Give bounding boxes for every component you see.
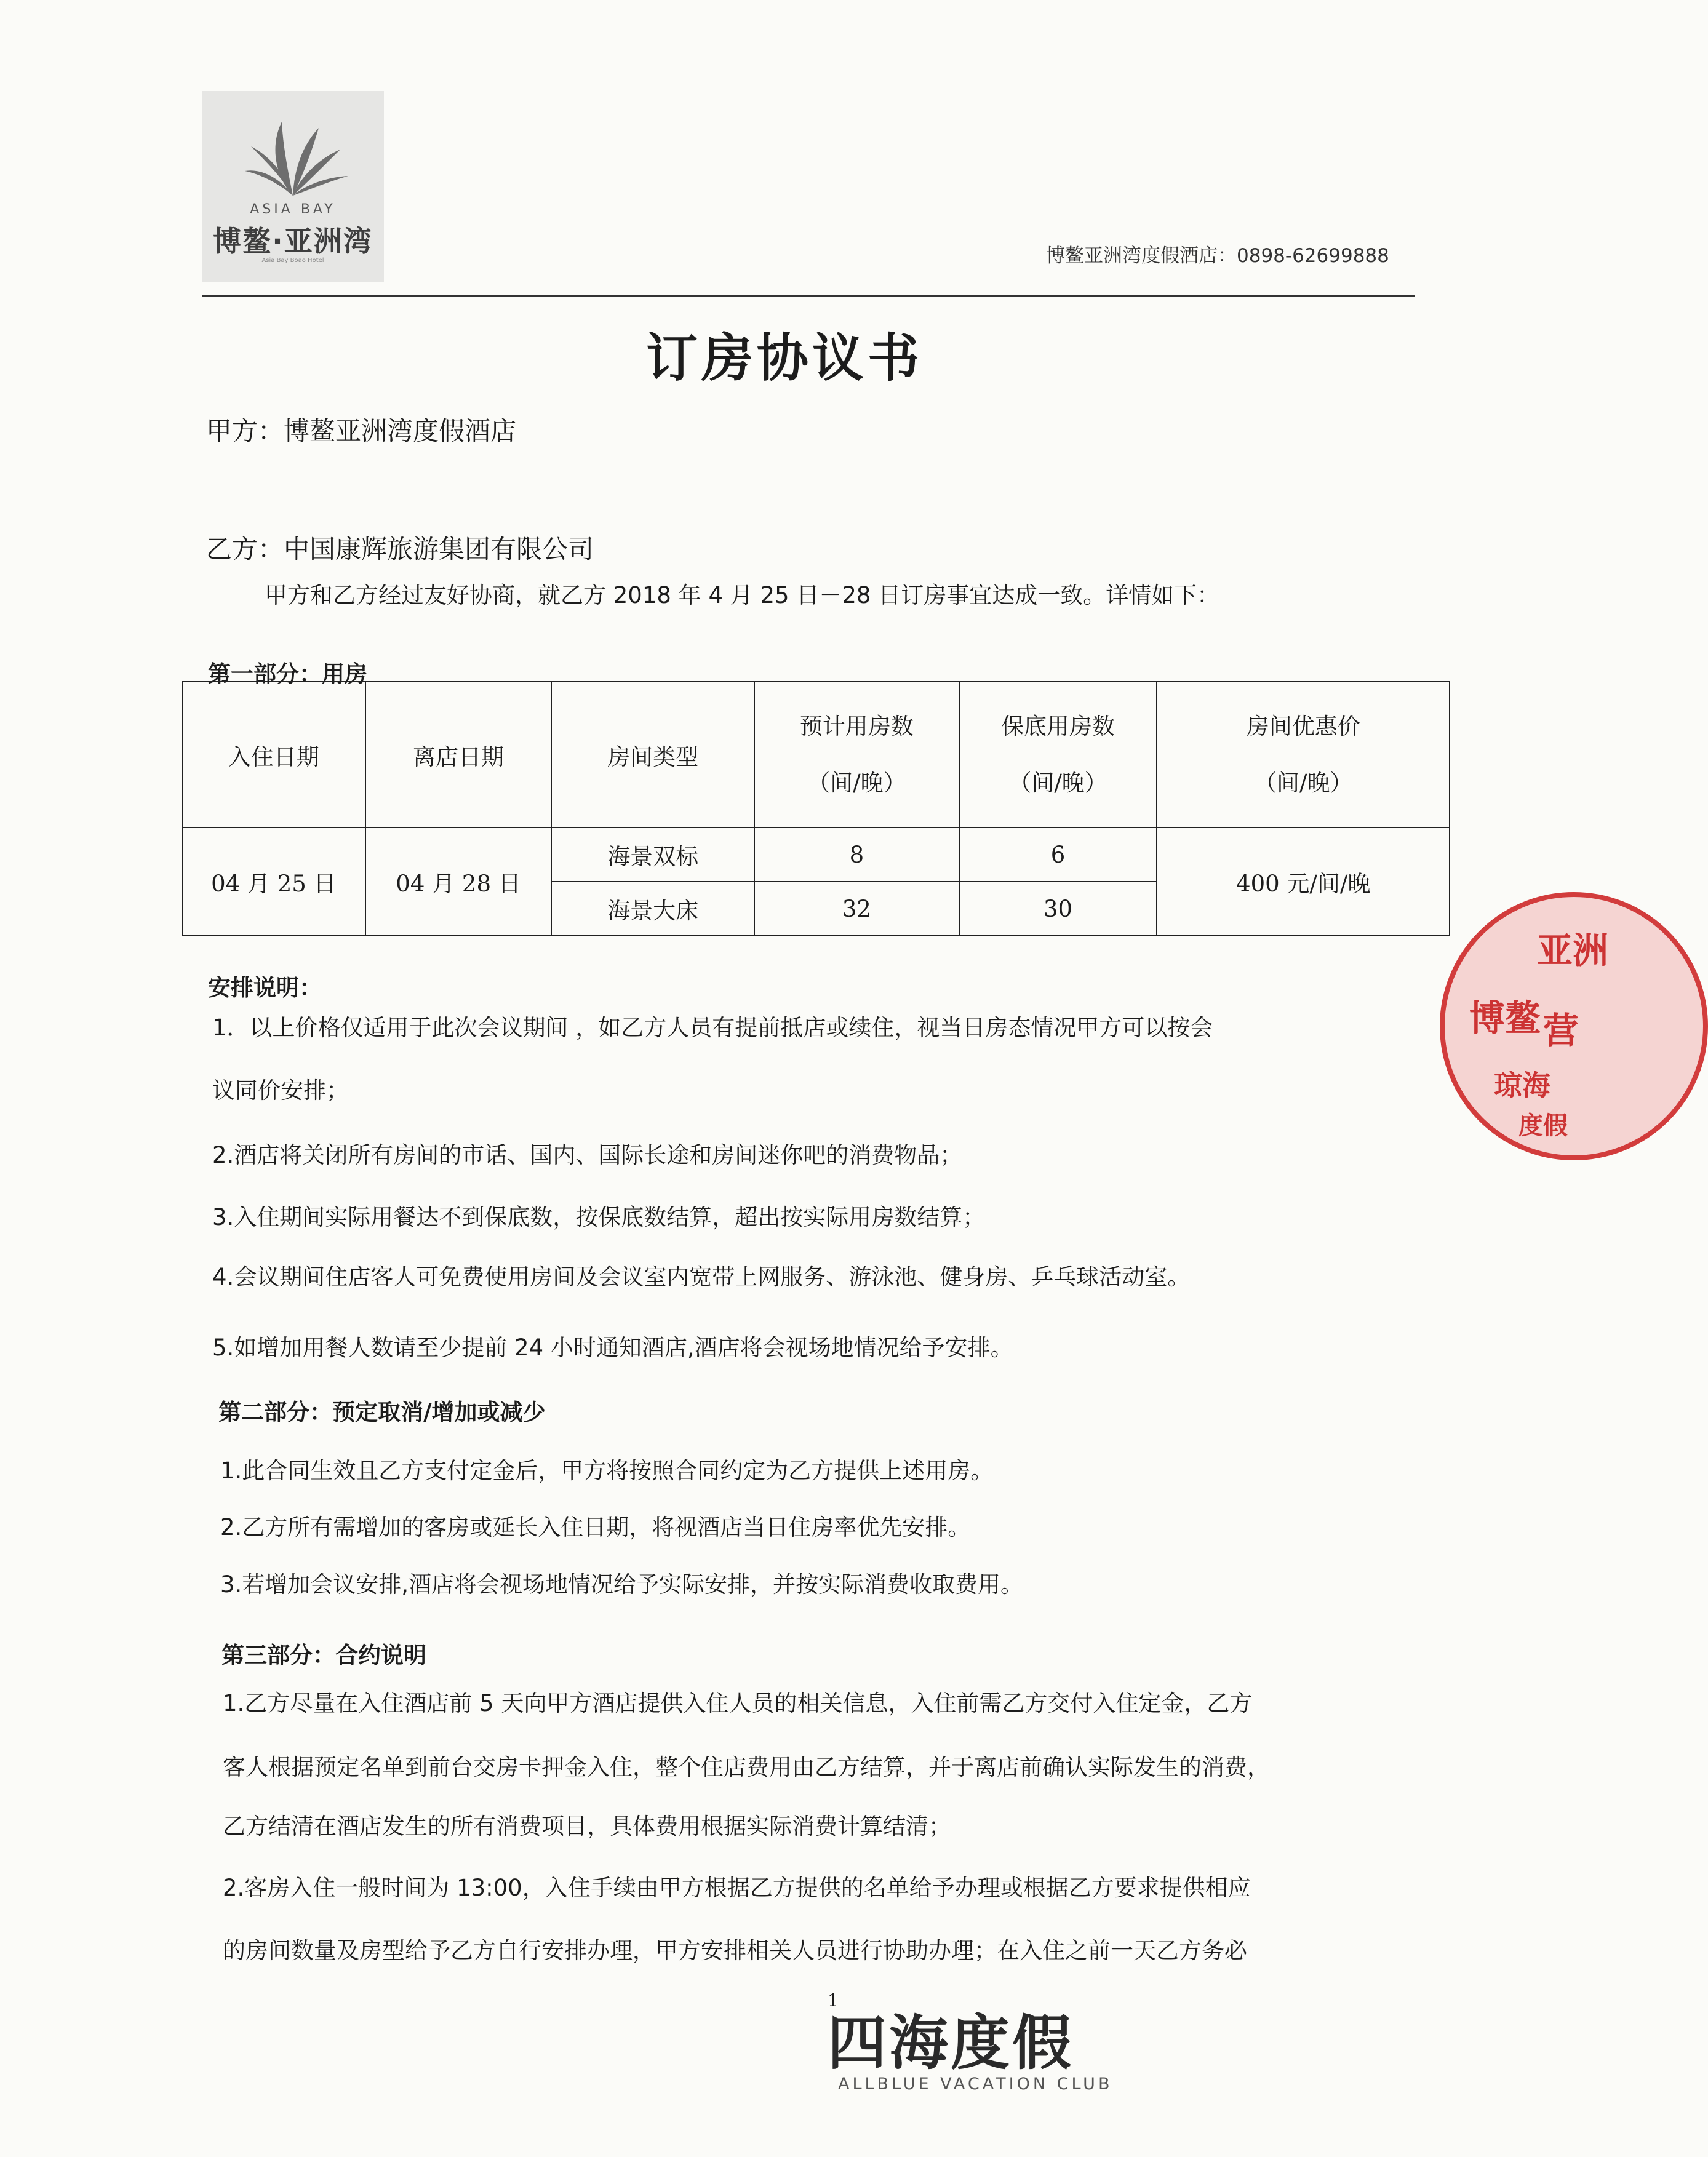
cell-guaranteed: 6 [959,827,1157,882]
part3-item: 的房间数量及房型给予乙方自行安排办理，甲方安排相关人员进行协助办理；在入住之前一天乙方务必 [223,1937,1247,1964]
cell-guaranteed: 30 [959,882,1157,936]
party-b: 乙方：中国康辉旅游集团有限公司 [206,534,594,564]
table-header-row [182,682,1450,827]
red-seal-stamp [1440,892,1708,1160]
part2-item: 1.此合同生效且乙方支付定金后，甲方将按照合同约定为乙方提供上述用房。 [220,1457,994,1484]
stamp-text: 度假 [1518,1112,1568,1140]
part3-item: 2.客房入住一般时间为 13:00，入住手续由甲方根据乙方提供的名单给予办理或根据乙方要求提供相应 [223,1875,1251,1901]
header-divider [202,295,1415,297]
hotel-logo [202,91,384,282]
header-expected-label: 预计用房数 [799,712,914,740]
header-price [1157,682,1450,827]
header-guaranteed-label: 保底用房数 [1001,712,1115,740]
header-price-label: 房间优惠价 [1246,712,1360,740]
party-a: 甲方：博鳌亚洲湾度假酒店 [206,416,517,446]
cell-checkout: 04 月 28 日 [365,827,552,936]
stamp-text: 亚洲 [1537,930,1609,971]
stamp-text: 琼海 [1494,1069,1550,1102]
arrangement-item: 5.如增加用餐人数请至少提前 24 小时通知酒店,酒店将会视场地情况给予安排。 [212,1334,1013,1361]
page-number: 1 [828,1990,839,2011]
part3-heading: 第三部分：合约说明 [221,1642,426,1669]
header-guaranteed [959,682,1157,827]
arrangement-item: 2.酒店将关闭所有房间的市话、国内、国际长途和房间迷你吧的消费物品； [212,1142,963,1168]
logo-english-text: ASIA BAY [250,202,336,217]
cell-room-type: 海景大床 [551,882,754,936]
header-expected [754,682,959,827]
cell-expected: 8 [754,827,959,882]
header-price-unit: （间/晚） [1253,769,1353,796]
part2-heading: 第二部分：预定取消/增加或减少 [218,1399,546,1425]
stamp-text: 博鳌 [1469,997,1541,1039]
part3-item: 1.乙方尽量在入住酒店前 5 天向甲方酒店提供入住人员的相关信息，入住前需乙方交付入住定金，乙方 [223,1690,1253,1716]
header-expected-unit: （间/晚） [807,769,906,796]
cell-checkin: 04 月 25 日 [182,827,365,936]
cell-price: 400 元/间/晚 [1157,827,1450,936]
stamp-text: 营 [1543,1010,1579,1051]
part3-item: 客人根据预定名单到前台交房卡押金入住，整个住店费用由乙方结算，并于离店前确认实际发生的消费， [223,1754,1270,1780]
arrangement-heading: 安排说明： [208,975,322,1001]
header-room-type: 房间类型 [551,682,754,827]
document-title: 订房协议书 [645,328,923,388]
arrangement-item: 1．以上价格仅适用于此次会议期间 ，如乙方人员有提前抵店或续住，视当日房态情况甲方可以按会 [212,1015,1213,1041]
fan-logo-icon [202,110,384,202]
room-table [182,681,1450,936]
logo-chinese-text: 博鳌·亚洲湾 [213,225,373,258]
header-guaranteed-unit: （间/晚） [1008,769,1107,796]
cell-expected: 32 [754,882,959,936]
intro-paragraph: 甲方和乙方经过友好协商，就乙方 2018 年 4 月 25 日－28 日订房事宜达成一致。详情如下： [265,582,1220,608]
header-checkin: 入住日期 [182,682,365,827]
header-checkout: 离店日期 [365,682,552,827]
part1-heading: 第一部分：用房 [208,661,367,687]
part3-item: 乙方结清在酒店发生的所有消费项目，具体费用根据实际消费计算结清； [223,1813,951,1840]
part2-item: 3.若增加会议安排,酒店将会视场地情况给予实际安排，并按实际消费收取费用。 [220,1571,1024,1598]
cell-room-type: 海景双标 [551,827,754,882]
footer-brand-english: ALLBLUE VACATION CLUB [838,2075,1113,2094]
footer-brand-logo: 四海度假 [828,2008,1074,2078]
arrangement-item: 议同价安排； [212,1077,349,1104]
table-row [182,827,1450,882]
arrangement-item: 3.入住期间实际用餐达不到保底数，按保底数结算，超出按实际用房数结算； [212,1204,986,1230]
hotel-phone: 博鳌亚洲湾度假酒店：0898-62699888 [1046,245,1389,267]
arrangement-item: 4.会议期间住店客人可免费使用房间及会议室内宽带上网服务、游泳池、健身房、乒乓球活动室。 [212,1264,1191,1290]
logo-tagline: Asia Bay Boao Hotel [261,257,324,264]
part2-item: 2.乙方所有需增加的客房或延长入住日期，将视酒店当日住房率优先安排。 [220,1514,971,1541]
